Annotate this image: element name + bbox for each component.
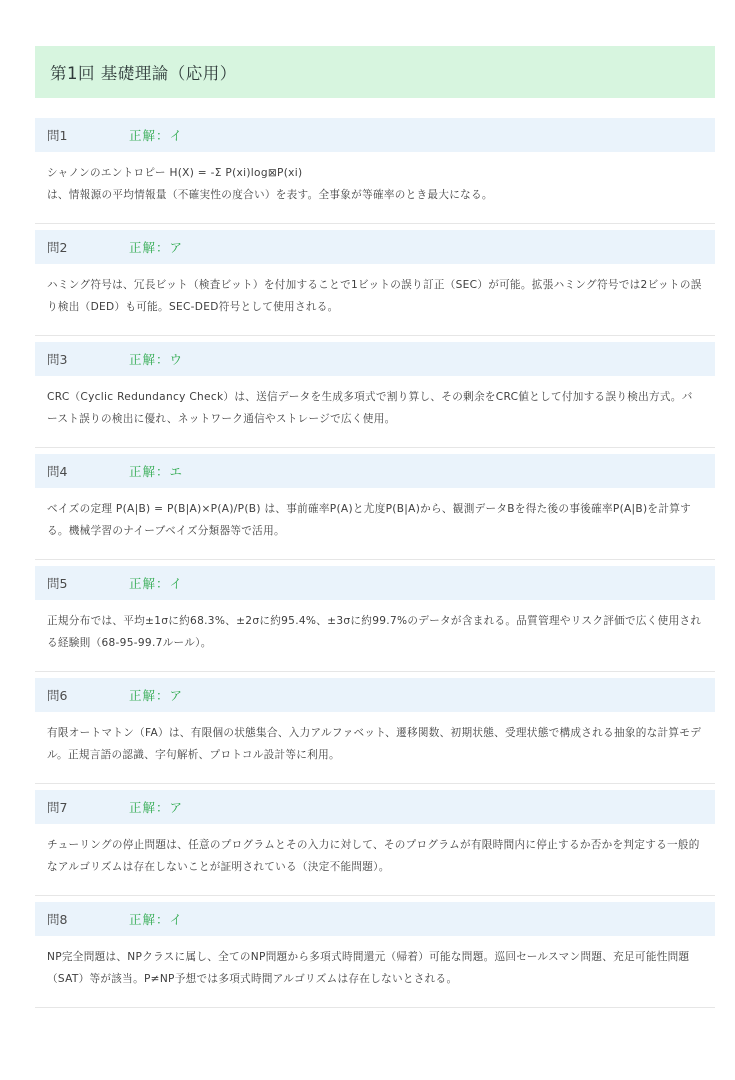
question-block	[35, 454, 715, 560]
question-header	[35, 454, 715, 488]
question-block	[35, 342, 715, 448]
question-block	[35, 566, 715, 672]
explanation-text: ベイズの定理 P(A|B) = P(B|A)×P(A)/P(B) は、事前確率P(A)と尤度P(B|A)から、観測データBを得た後の事後確率P(A|B)を計算する。機械学習のナイーブベイズ分類器等で活用。	[35, 488, 715, 560]
question-number: 問5	[47, 576, 68, 591]
answer-label: 正解：ア	[129, 800, 184, 815]
answer-label: 正解：ア	[129, 240, 184, 255]
question-number: 問2	[47, 240, 68, 255]
question-header	[35, 230, 715, 264]
page-title: 第1回 基礎理論（応用）	[50, 64, 237, 83]
question-header	[35, 902, 715, 936]
explanation-text: NP完全問題は、NPクラスに属し、全てのNP問題から多項式時間還元（帰着）可能な問題。巡回セールスマン問題、充足可能性問題（SAT）等が該当。P≠NP予想では多項式時間アルゴリズムは存在しないとされる。	[35, 936, 715, 1008]
answer-label: 正解：ア	[129, 688, 184, 703]
title-bar	[35, 46, 715, 98]
question-number: 問3	[47, 352, 68, 367]
question-header	[35, 790, 715, 824]
question-block	[35, 118, 715, 224]
question-number: 問8	[47, 912, 68, 927]
explanation-text: 正規分布では、平均±1σに約68.3%、±2σに約95.4%、±3σに約99.7%のデータが含まれる。品質管理やリスク評価で広く使用される経験則（68-95-99.7ルール）。	[35, 600, 715, 672]
answer-label: 正解：ウ	[129, 352, 184, 367]
answer-label: 正解：イ	[129, 128, 184, 143]
question-number: 問1	[47, 128, 68, 143]
question-header	[35, 118, 715, 152]
question-header	[35, 342, 715, 376]
explanation-text: ハミング符号は、冗長ビット（検査ビット）を付加することで1ビットの誤り訂正（SEC）が可能。拡張ハミング符号では2ビットの誤り検出（DED）も可能。SEC-DED符号として使用される。	[35, 264, 715, 336]
question-header	[35, 566, 715, 600]
answer-label: 正解：イ	[129, 576, 184, 591]
explanation-text: シャノンのエントロピー H(X) = -Σ P(xi)log⊠P(xi) は、情報源の平均情報量（不確実性の度合い）を表す。全事象が等確率のとき最大になる。	[35, 152, 715, 224]
question-header	[35, 678, 715, 712]
explanation-text: CRC（Cyclic Redundancy Check）は、送信データを生成多項式で割り算し、その剰余をCRC値として付加する誤り検出方式。バースト誤りの検出に優れ、ネットワーク通信やストレージで広く使用。	[35, 376, 715, 448]
question-number: 問4	[47, 464, 68, 479]
question-block	[35, 678, 715, 784]
question-block	[35, 790, 715, 896]
question-number: 問7	[47, 800, 68, 815]
explanation-text: チューリングの停止問題は、任意のプログラムとその入力に対して、そのプログラムが有限時間内に停止するか否かを判定する一般的なアルゴリズムは存在しないことが証明されている（決定不能問題）。	[35, 824, 715, 896]
question-block	[35, 230, 715, 336]
answer-label: 正解：イ	[129, 912, 184, 927]
question-block	[35, 902, 715, 1008]
question-number: 問6	[47, 688, 68, 703]
explanation-text: 有限オートマトン（FA）は、有限個の状態集合、入力アルファベット、遷移関数、初期状態、受理状態で構成される抽象的な計算モデル。正規言語の認識、字句解析、プロトコル設計等に利用。	[35, 712, 715, 784]
answer-label: 正解：エ	[129, 464, 184, 479]
